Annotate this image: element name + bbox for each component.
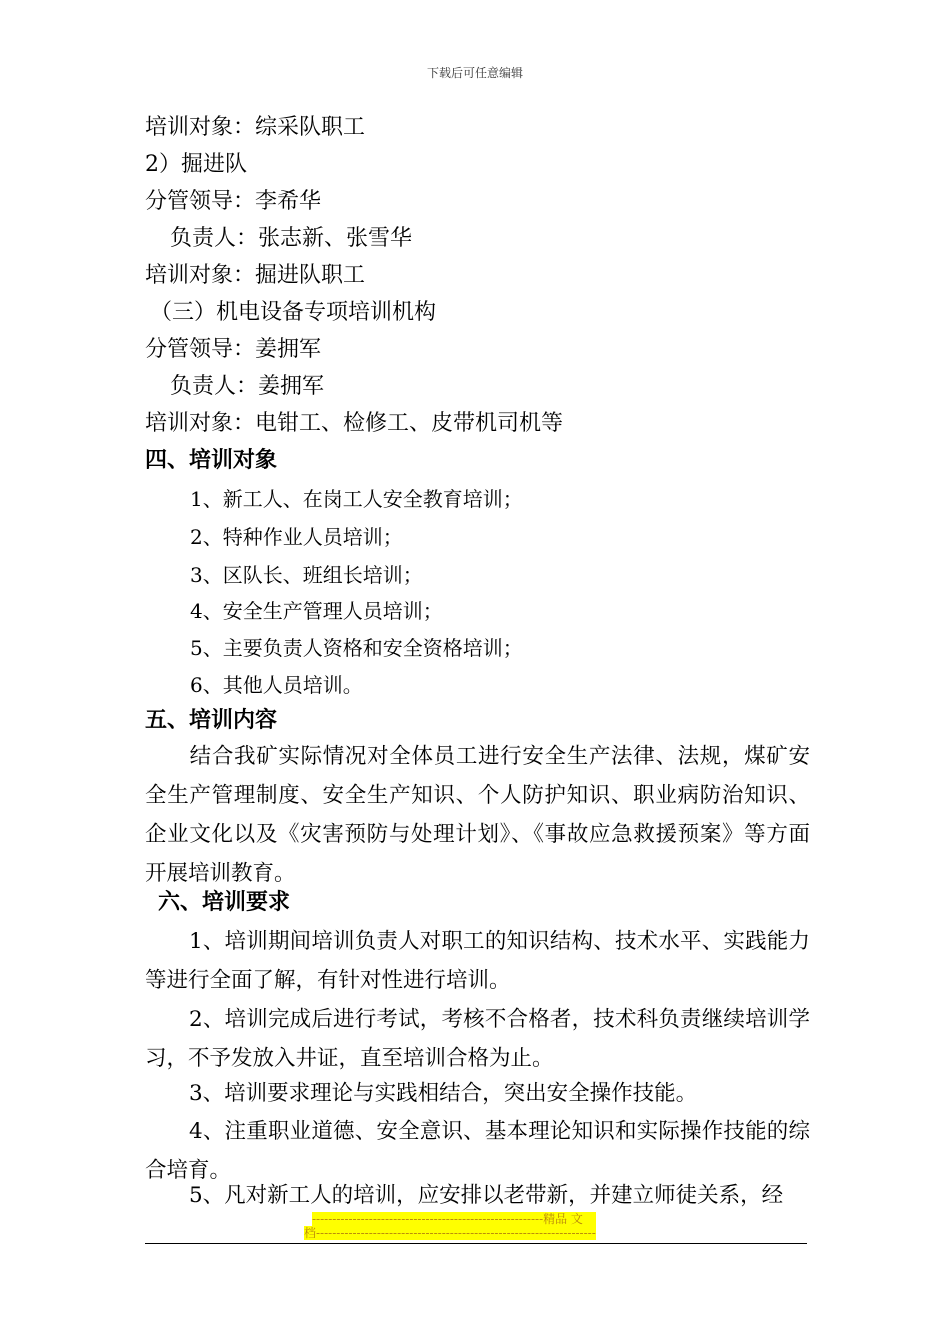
footer-watermark-line: ---------------------------------------------------------精品 文: [312, 1212, 596, 1226]
list-item: 4、安全生产管理人员培训；: [190, 599, 443, 623]
paragraph: 结合我矿实际情况对全体员工进行安全生产法律、法规，煤矿安全生产管理制度、安全生产知识、个人防护知识、职业病防治知识、企业文化以及《灾害预防与处理计划》、《事故应急救援预案》等方面开展培训教育。: [145, 744, 810, 886]
list-item: 1、新工人、在岗工人安全教育培训；: [190, 487, 523, 511]
list-item: 6、其他人员培训。: [190, 673, 363, 697]
paragraph: 4、注重职业道德、安全意识、基本理论知识和实际操作技能的综合培育。: [145, 1119, 810, 1183]
paragraph: 3、培训要求理论与实践相结合，突出安全操作技能。: [189, 1081, 698, 1106]
footer-rule: [145, 1243, 807, 1244]
leader-line: 分管领导：李希华: [145, 189, 322, 214]
list-item: 2、特种作业人员培训；: [190, 525, 403, 549]
responsible-line: 负责人：张志新、张雪华: [170, 226, 413, 251]
training-target-line: 培训对象：电钳工、检修工、皮带机司机等: [145, 411, 564, 436]
subsection-heading: （三）机电设备专项培训机构: [150, 300, 437, 325]
paragraph: 2、培训完成后进行考试，考核不合格者，技术科负责继续培训学习，不予发放入井证，直至培训合格为止。: [145, 1007, 810, 1071]
training-target-line: 培训对象：掘进队职工: [145, 263, 366, 288]
section-heading: 四、培训对象: [145, 448, 278, 473]
training-target-line: 培训对象：综采队职工: [145, 115, 366, 140]
footer-watermark: [304, 1212, 596, 1240]
section-heading: 六、培训要求: [158, 890, 291, 915]
section-heading: 五、培训内容: [145, 708, 278, 733]
list-item: 5、主要负责人资格和安全资格培训；: [190, 636, 523, 660]
paragraph: 5、凡对新工人的培训，应安排以老带新，并建立师徒关系，经: [189, 1183, 784, 1208]
paragraph: 1、培训期间培训负责人对职工的知识结构、技术水平、实践能力等进行全面了解，有针对性进行培训。: [145, 929, 810, 993]
leader-line: 分管领导：姜拥军: [145, 337, 322, 362]
subsection-heading: 2）掘进队: [145, 152, 247, 177]
footer-watermark-line: 档---------------------------------------------------------------------: [304, 1226, 596, 1240]
list-item: 3、区队长、班组长培训；: [190, 563, 423, 587]
page-header: 下载后可任意编辑: [426, 66, 523, 80]
responsible-line: 负责人：姜拥军: [170, 374, 325, 399]
